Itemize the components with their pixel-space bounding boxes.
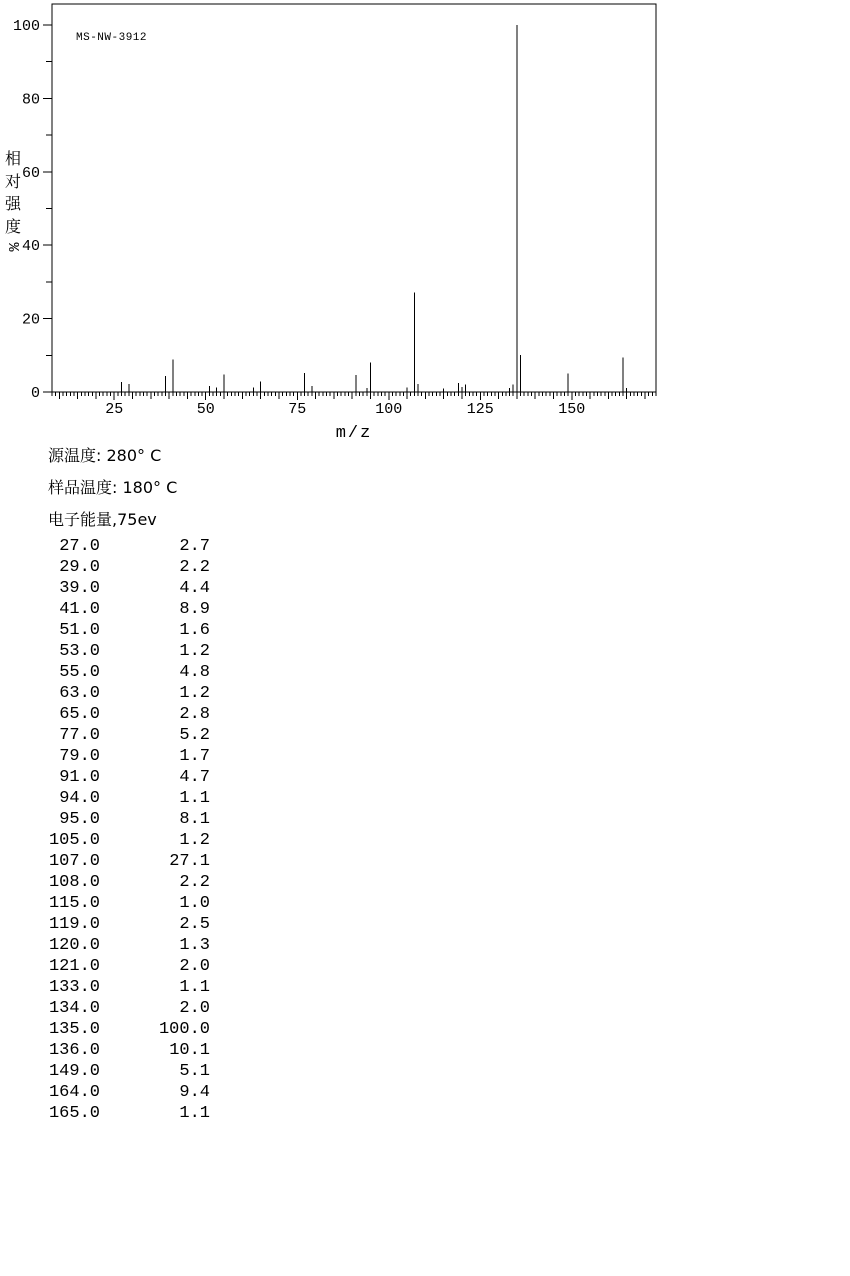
x-tick-label: 150 (558, 401, 586, 418)
peak-mz: 29.0 (59, 558, 100, 577)
y-tick-label: 0 (30, 385, 40, 402)
peak-mz: 107.0 (48, 852, 100, 871)
peak-row (36, 1061, 210, 1082)
peak-mz: 95.0 (59, 810, 100, 829)
peak-mz: 53.0 (59, 642, 100, 661)
x-tick-label: 50 (196, 401, 215, 418)
peak-row (36, 956, 210, 977)
peak-intensity: 1.1 (179, 789, 210, 808)
peak-intensity: 1.2 (179, 831, 210, 850)
peak-intensity: 2.0 (179, 999, 210, 1018)
y-tick-label: 20 (21, 311, 40, 329)
y-tick-label: 80 (21, 91, 40, 109)
peak-intensity: 100.0 (158, 1020, 210, 1039)
y-tick-label: 100 (12, 18, 40, 35)
x-axis-label: m/z (335, 424, 373, 443)
peak-mz: 39.0 (59, 579, 100, 598)
peak-row (36, 1082, 210, 1103)
mass-spectrum-chart (0, 0, 850, 450)
peak-row (36, 767, 210, 788)
peak-row (36, 620, 210, 641)
source-temperature-text: 源温度: 280° C (48, 446, 162, 465)
peak-intensity: 5.2 (179, 726, 210, 745)
peak-row (36, 557, 210, 578)
peak-row (36, 641, 210, 662)
peak-mz: 51.0 (59, 621, 100, 640)
peak-mz: 149.0 (48, 1062, 100, 1081)
peak-table (36, 536, 210, 1124)
peak-mz: 27.0 (59, 537, 100, 556)
peak-row (36, 578, 210, 599)
y-tick-label: 40 (21, 238, 40, 256)
peak-intensity: 1.1 (179, 978, 210, 997)
peak-mz: 115.0 (48, 894, 100, 913)
peak-row (36, 599, 210, 620)
peak-mz: 120.0 (48, 936, 100, 955)
plot-frame (52, 4, 656, 392)
peak-intensity: 9.4 (179, 1083, 210, 1102)
peak-mz: 121.0 (48, 957, 100, 976)
peak-intensity: 8.9 (179, 600, 210, 619)
x-tick-label: 75 (288, 401, 307, 418)
peak-row (36, 683, 210, 704)
peak-row (36, 788, 210, 809)
peak-mz: 108.0 (48, 873, 100, 892)
peak-intensity: 4.8 (179, 663, 210, 682)
peak-row (36, 662, 210, 683)
peak-row (36, 1103, 210, 1124)
spectrum-plot (0, 0, 850, 450)
peak-intensity: 1.7 (179, 747, 210, 766)
x-tick-label: 25 (105, 401, 124, 418)
peak-mz: 135.0 (48, 1020, 100, 1039)
peak-mz: 77.0 (59, 726, 100, 745)
peak-mz: 105.0 (48, 831, 100, 850)
x-tick-label: 125 (466, 401, 494, 418)
peak-mz: 136.0 (48, 1041, 100, 1060)
peak-mz: 65.0 (59, 705, 100, 724)
peak-intensity: 10.1 (169, 1041, 210, 1060)
peak-mz: 94.0 (59, 789, 100, 808)
peak-mz: 91.0 (59, 768, 100, 787)
peak-intensity: 8.1 (179, 810, 210, 829)
peak-row (36, 914, 210, 935)
sample-temperature-text: 样品温度: 180° C (48, 478, 178, 497)
peak-row (36, 872, 210, 893)
peak-row (36, 851, 210, 872)
y-tick-label: 60 (21, 164, 40, 182)
peak-intensity: 1.2 (179, 642, 210, 661)
peak-row (36, 998, 210, 1019)
peak-mz: 165.0 (48, 1104, 100, 1123)
peak-row (36, 725, 210, 746)
x-tick-label: 100 (375, 401, 403, 418)
peak-intensity: 2.8 (179, 705, 210, 724)
peak-intensity: 2.7 (179, 537, 210, 556)
conditions-block (48, 440, 177, 536)
peak-intensity: 1.0 (179, 894, 210, 913)
peak-intensity: 27.1 (169, 852, 210, 871)
peak-mz: 41.0 (59, 600, 100, 619)
peak-row (36, 704, 210, 725)
peak-mz: 134.0 (48, 999, 100, 1018)
peak-intensity: 1.3 (179, 936, 210, 955)
peak-row (36, 893, 210, 914)
peak-intensity: 2.5 (179, 915, 210, 934)
peak-mz: 164.0 (48, 1083, 100, 1102)
peak-intensity: 2.2 (179, 558, 210, 577)
peak-intensity: 4.4 (179, 579, 210, 598)
peak-mz: 133.0 (48, 978, 100, 997)
peak-mz: 63.0 (59, 684, 100, 703)
peak-row (36, 746, 210, 767)
peak-intensity: 1.6 (179, 621, 210, 640)
peak-row (36, 809, 210, 830)
peak-row (36, 977, 210, 998)
peak-intensity: 4.7 (179, 768, 210, 787)
peak-row (36, 536, 210, 557)
peak-row (36, 830, 210, 851)
peak-intensity: 1.2 (179, 684, 210, 703)
peak-mz: 55.0 (59, 663, 100, 682)
electron-energy-text: 电子能量,75ev (48, 510, 157, 529)
peak-intensity: 2.0 (179, 957, 210, 976)
peak-row (36, 935, 210, 956)
peak-mz: 119.0 (48, 915, 100, 934)
peak-mz: 79.0 (59, 747, 100, 766)
peak-row (36, 1019, 210, 1040)
spectrum-id-label: MS-NW-3912 (76, 32, 148, 44)
peak-intensity: 2.2 (179, 873, 210, 892)
peak-intensity: 1.1 (179, 1104, 210, 1123)
y-axis-unit-label: % (4, 242, 21, 252)
peak-intensity: 5.1 (179, 1062, 210, 1081)
y-axis-label: 相对强度 (4, 149, 21, 236)
peak-row (36, 1040, 210, 1061)
